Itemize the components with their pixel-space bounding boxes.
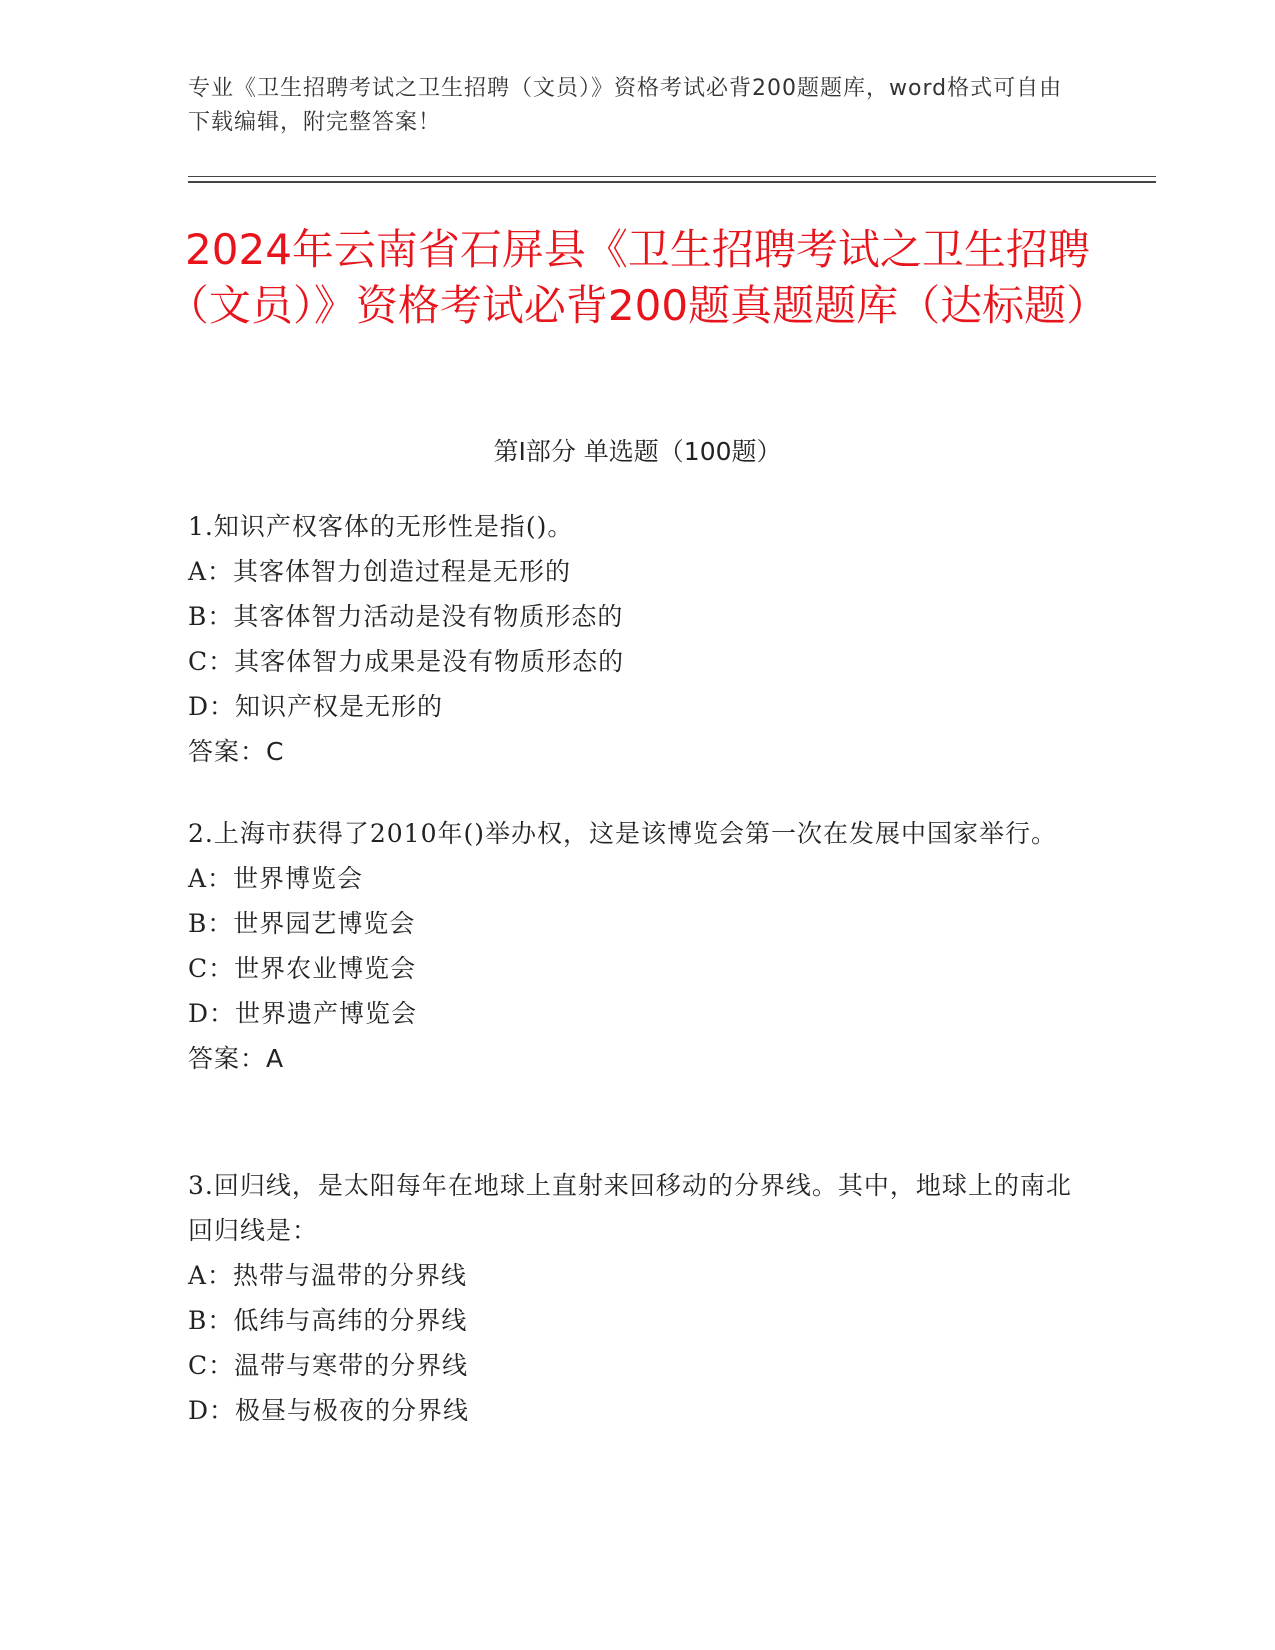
section-heading: 第Ⅰ部分 单选题（100题） [493, 437, 782, 466]
question-3 [188, 1163, 1083, 1433]
option-d: D：极昼与极夜的分界线 [188, 1396, 470, 1425]
header-divider-thick [188, 181, 1156, 183]
answer-line: 答案：C [188, 737, 285, 766]
option-c: C：温带与寒带的分界线 [188, 1351, 469, 1380]
option-a: A：其客体智力创造过程是无形的 [188, 557, 572, 586]
option-b: B：其客体智力活动是没有物质形态的 [188, 602, 624, 631]
option-c: C：世界农业博览会 [188, 954, 417, 983]
question-1 [188, 504, 1083, 774]
option-c: C：其客体智力成果是没有物质形态的 [188, 647, 625, 676]
document-title: 2024年云南省石屏县《卫生招聘考试之卫生招聘（文员）》资格考试必背200题真题题库（达标题） [166, 225, 1109, 330]
header-divider-thin [188, 176, 1156, 177]
answer-line: 答案：A [188, 1044, 285, 1073]
question-2 [188, 811, 1083, 1081]
option-a: A：热带与温带的分界线 [188, 1261, 468, 1290]
question-stem: 2.上海市获得了2010年()举办权，这是该博览会第一次在发展中国家举行。 [188, 819, 1057, 848]
option-a: A：世界博览会 [188, 864, 364, 893]
question-stem: 3.回归线，是太阳每年在地球上直射来回移动的分界线。其中，地球上的南北回归线是： [188, 1171, 1072, 1245]
option-d: D：知识产权是无形的 [188, 692, 444, 721]
question-stem: 1.知识产权客体的无形性是指()。 [188, 512, 574, 541]
option-b: B：世界园艺博览会 [188, 909, 416, 938]
option-b: B：低纬与高纬的分界线 [188, 1306, 468, 1335]
option-d: D：世界遗产博览会 [188, 999, 418, 1028]
header-note: 专业《卫生招聘考试之卫生招聘（文员）》资格考试必背200题题库，word格式可自由下载编辑，附完整答案！ [188, 76, 1063, 135]
